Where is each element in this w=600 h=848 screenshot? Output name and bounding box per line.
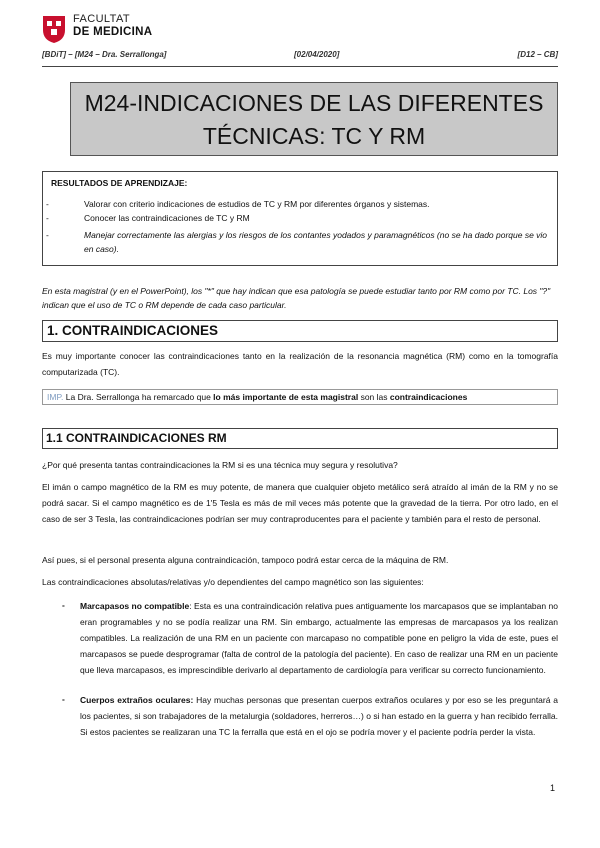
- running-header: [42, 50, 558, 64]
- subsection-heading-rm: 1.1 CONTRAINDICACIONES RM: [42, 428, 558, 449]
- outcome-item: Manejar correctamente las alergias y los riesgos de los contantes yodados y paramagnéticos (no se ha dado porque se vio en caso).: [84, 230, 548, 254]
- paragraph-magnet: El imán o campo magnético de la RM es muy potente, de manera que cualquier objeto metálico será atraído al imán de la RM y no se podrá sacar. Si el campo magnético es de 1'5 Tesla es más de mil veces más potente que la gravedad de la tierra. Por otro lado, en el caso de ser 3 Tesla, las contraindicaciones podrían ser muy contraproducentes para el paciente y también para el resto de personal.: [42, 482, 558, 524]
- learning-outcomes-box: [42, 171, 558, 266]
- bullet-dash: -: [46, 199, 49, 209]
- list-term: Marcapasos no compatible: [80, 601, 190, 611]
- outcome-item: Valorar con criterio indicaciones de estudios de TC y RM por diferentes órganos y sistemas.: [84, 199, 430, 209]
- header-course: [BDiT] – [M24 – Dra. Serrallonga]: [42, 50, 167, 59]
- list-text: : Esta es una contraindicación relativa pues antiguamente los marcapasos que se implantaban no eran programables y no se podía realizar una RM. Sin embargo, actualmente las empresas de marcapasos ya los realizan compatibles. La realización de una RM en un paciente con marcapaso no compatible pone en peligro la vida de este, pues el marcapasos se puede desprogramar (falta de control de la patología del paciente). En caso de realizar una RM en un paciente que lleva marcapasos, es imprescindible derivarlo al departamento de cardiología para verificar su correcto funcionamiento.: [80, 601, 558, 675]
- imp-text: son las: [358, 392, 390, 402]
- imp-text: La Dra. Serrallonga ha remarcado que: [63, 392, 214, 402]
- header-code: [D12 – CB]: [517, 50, 558, 59]
- list-item-ocular-bodies: [80, 692, 558, 740]
- bullet-dash: -: [46, 213, 49, 223]
- list-bullet: -: [62, 694, 65, 704]
- title-line-2: TÉCNICAS: TC Y RM: [202, 123, 426, 149]
- document-title: [70, 82, 558, 156]
- imp-bold: contraindicaciones: [389, 392, 468, 402]
- header-divider: [42, 66, 558, 67]
- header-date: [02/04/2020]: [294, 50, 340, 59]
- section-paragraph: Es muy importante conocer las contraindicaciones tanto en la realización de la resonancia magnética (RM) como en la tomografía computarizada (TC).: [42, 351, 558, 377]
- imp-tag: IMP.: [47, 392, 64, 402]
- list-bullet: -: [62, 600, 65, 610]
- important-note: [42, 389, 558, 405]
- list-item-pacemaker: [80, 598, 558, 678]
- imp-bold: lo más importante de esta magistral: [213, 392, 359, 402]
- section-heading-contraindications: 1. CONTRAINDICACIONES: [42, 320, 558, 342]
- logo-text-faculty: FACULTAT: [73, 13, 130, 25]
- intro-note: En esta magistral (y en el PowerPoint), los "*" que hay indican que esa patología se puede estudiar tanto por RM como por TC. Los "?" indican que el uso de TC o RM depende de cada caso particular.: [42, 286, 551, 310]
- logo-text-medicine: DE MEDICINA: [73, 26, 153, 38]
- title-line-1: M24-INDICACIONES DE LAS DIFERENTES: [84, 90, 544, 116]
- learning-outcomes-heading: RESULTADOS DE APRENDIZAJE:: [51, 178, 188, 188]
- paragraph-list-intro: Las contraindicaciones absolutas/relativas y/o dependientes del campo magnético son las siguientes:: [42, 577, 424, 587]
- question-paragraph: ¿Por qué presenta tantas contraindicaciones la RM si es una técnica muy segura y resolutiva?: [42, 460, 398, 470]
- page-number: 1: [550, 783, 556, 793]
- bullet-dash: -: [46, 230, 49, 240]
- list-text: Hay muchas personas que presentan cuerpos extraños oculares y por eso se les preguntará a los pacientes, si son trabajadores de la metalurgia (soldadores, herreros…) o si han estado en la guerra y han recibido ferralla. Si estos pacientes se realizaran una TC la ferralla que está en el ojo se podría mover y el paciente podría perder la vista.: [80, 695, 558, 737]
- list-term: Cuerpos extraños oculares:: [80, 695, 194, 705]
- paragraph-staff: Así pues, si el personal presenta alguna contraindicación, tampoco podrá estar cerca de la máquina de RM.: [42, 555, 449, 565]
- outcome-item: Conocer las contraindicaciones de TC y RM: [84, 213, 250, 223]
- university-logo-icon: [41, 14, 67, 44]
